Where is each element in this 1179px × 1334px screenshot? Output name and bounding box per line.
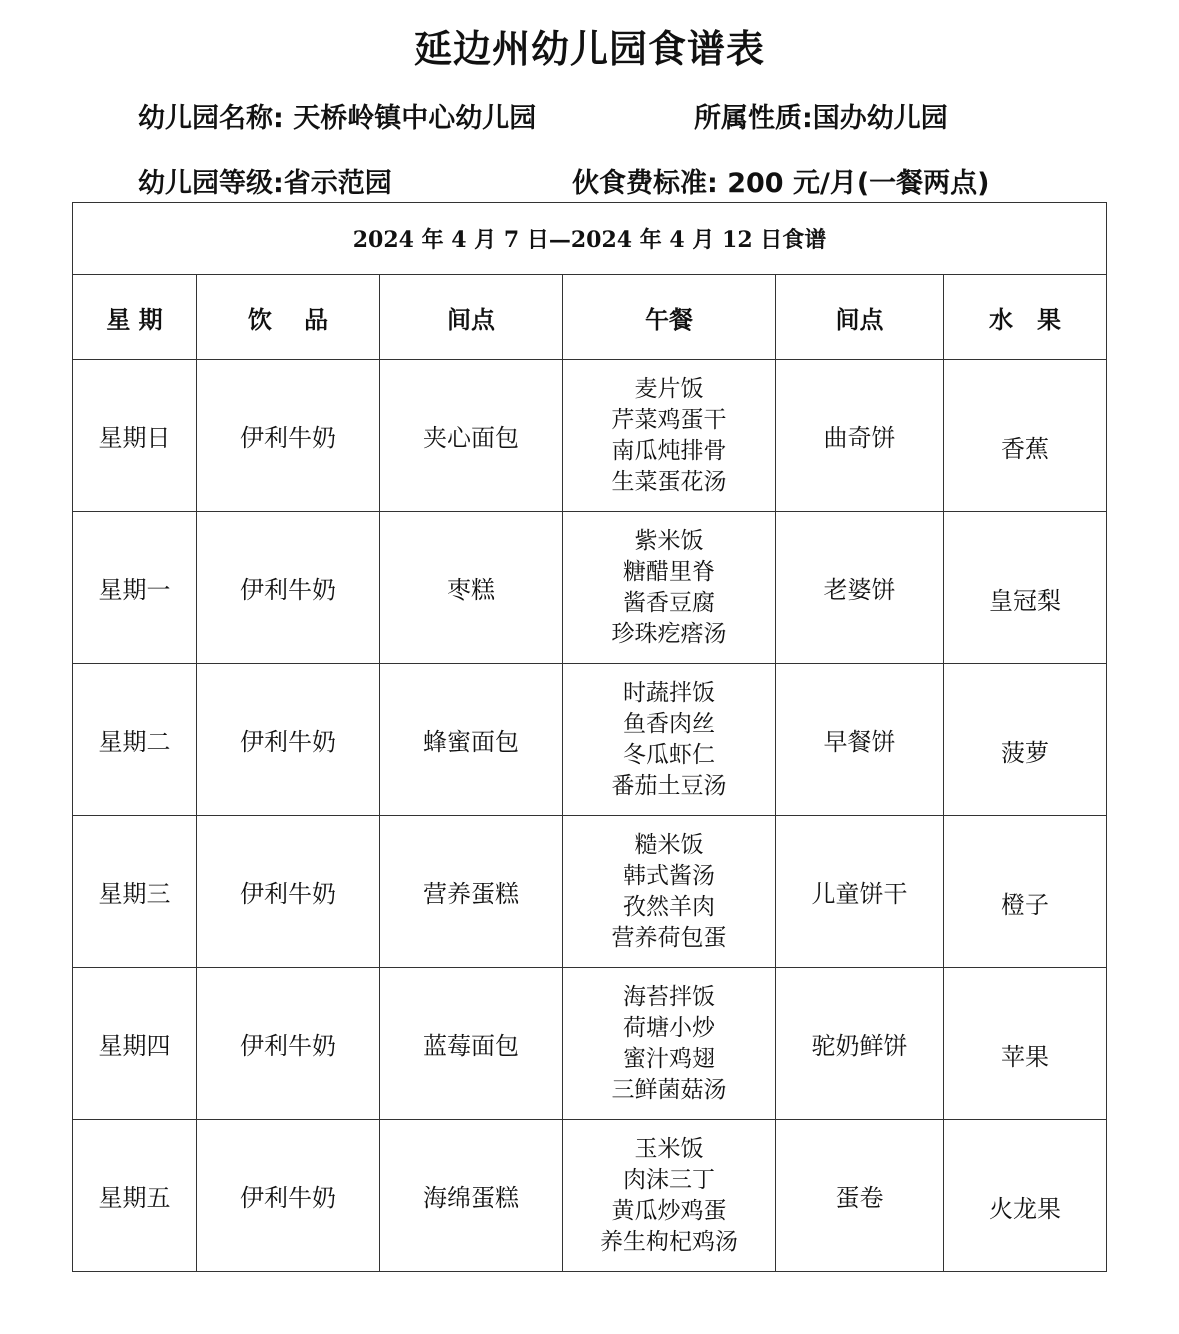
day-cell: 星期四 [73, 968, 197, 1120]
lunch-cell [563, 816, 776, 968]
lunch-item: 生菜蛋花汤 [611, 468, 727, 495]
snack-afternoon-cell: 儿童饼干 [776, 816, 944, 968]
fruit-cell [944, 512, 1107, 664]
fruit-text: 苹果 [1001, 1043, 1050, 1071]
snack-morning-cell: 夹心面包 [380, 360, 563, 512]
kindergarten-level: 幼儿园等级:省示范园 [138, 168, 392, 199]
lunch-item: 三鲜菌菇汤 [611, 1076, 727, 1103]
drink-cell: 伊利牛奶 [197, 1120, 380, 1272]
lunch-cell [563, 968, 776, 1120]
snack-morning-cell: 海绵蛋糕 [380, 1120, 563, 1272]
day-cell: 星期一 [73, 512, 197, 664]
snack-morning-cell: 蜂蜜面包 [380, 664, 563, 816]
menu-table [72, 202, 1107, 1272]
drink-cell: 伊利牛奶 [197, 512, 380, 664]
fruit-cell [944, 360, 1107, 512]
fruit-cell [944, 968, 1107, 1120]
snack-morning-cell: 蓝莓面包 [380, 968, 563, 1120]
fruit-text: 香蕉 [1001, 435, 1050, 463]
snack-afternoon-cell: 蛋卷 [776, 1120, 944, 1272]
snack-afternoon-cell: 老婆饼 [776, 512, 944, 664]
lunch-item: 糙米饭 [634, 831, 704, 858]
lunch-item: 玉米饭 [634, 1135, 704, 1162]
table-row [73, 1120, 1107, 1272]
lunch-item: 糖醋里脊 [623, 558, 715, 585]
lunch-item: 黄瓜炒鸡蛋 [611, 1197, 727, 1224]
snack-afternoon-cell: 驼奶鲜饼 [776, 968, 944, 1120]
lunch-item: 麦片饭 [634, 375, 704, 402]
lunch-item: 韩式酱汤 [623, 862, 715, 889]
header-snack-afternoon: 间点 [776, 275, 944, 360]
day-cell: 星期二 [73, 664, 197, 816]
lunch-cell [563, 1120, 776, 1272]
lunch-cell [563, 360, 776, 512]
lunch-item: 紫米饭 [634, 527, 704, 554]
lunch-item: 南瓜炖排骨 [611, 437, 727, 464]
snack-afternoon-cell: 曲奇饼 [776, 360, 944, 512]
header-day: 星 期 [73, 275, 197, 360]
kindergarten-nature: 所属性质:国办幼儿园 [694, 103, 948, 134]
table-row [73, 816, 1107, 968]
drink-cell: 伊利牛奶 [197, 968, 380, 1120]
lunch-item: 海苔拌饭 [623, 983, 715, 1010]
header-snack-morning: 间点 [380, 275, 563, 360]
snack-afternoon-cell: 早餐饼 [776, 664, 944, 816]
menu-period: 2024 年 4 月 7 日—2024 年 4 月 12 日食谱 [73, 203, 1107, 275]
table-row [73, 968, 1107, 1120]
page-title: 延边州幼儿园食谱表 [413, 27, 765, 71]
day-cell: 星期三 [73, 816, 197, 968]
drink-cell: 伊利牛奶 [197, 360, 380, 512]
header-fruit: 水 果 [944, 275, 1107, 360]
lunch-item: 肉沫三丁 [623, 1166, 715, 1193]
day-cell: 星期日 [73, 360, 197, 512]
kindergarten-name: 幼儿园名称: 天桥岭镇中心幼儿园 [138, 103, 537, 134]
snack-morning-cell: 营养蛋糕 [380, 816, 563, 968]
header-row [73, 275, 1107, 360]
lunch-item: 蜜汁鸡翅 [623, 1045, 715, 1072]
lunch-cell [563, 512, 776, 664]
table-row [73, 360, 1107, 512]
fruit-text: 火龙果 [989, 1195, 1062, 1223]
drink-cell: 伊利牛奶 [197, 664, 380, 816]
lunch-item: 营养荷包蛋 [611, 924, 727, 951]
header-lunch: 午餐 [563, 275, 776, 360]
lunch-item: 珍珠疙瘩汤 [611, 620, 727, 647]
period-row [73, 203, 1107, 275]
lunch-item: 荷塘小炒 [623, 1014, 715, 1041]
fruit-cell [944, 664, 1107, 816]
fruit-cell [944, 1120, 1107, 1272]
lunch-item: 酱香豆腐 [623, 589, 715, 616]
drink-cell: 伊利牛奶 [197, 816, 380, 968]
day-cell: 星期五 [73, 1120, 197, 1272]
table-row [73, 664, 1107, 816]
fruit-text: 菠萝 [1001, 739, 1050, 767]
lunch-item: 冬瓜虾仁 [623, 741, 715, 768]
snack-morning-cell: 枣糕 [380, 512, 563, 664]
fruit-text: 皇冠梨 [989, 587, 1062, 615]
lunch-cell [563, 664, 776, 816]
table-row [73, 512, 1107, 664]
header-drink: 饮 品 [197, 275, 380, 360]
fruit-text: 橙子 [1001, 891, 1050, 919]
lunch-item: 时蔬拌饭 [623, 679, 715, 706]
lunch-item: 养生枸杞鸡汤 [600, 1228, 738, 1255]
lunch-item: 孜然羊肉 [623, 893, 715, 920]
meal-fee-standard: 伙食费标准: 200 元/月(一餐两点) [572, 168, 990, 199]
lunch-item: 番茄土豆汤 [611, 772, 727, 799]
lunch-item: 芹菜鸡蛋干 [611, 406, 727, 433]
lunch-item: 鱼香肉丝 [623, 710, 715, 737]
fruit-cell [944, 816, 1107, 968]
